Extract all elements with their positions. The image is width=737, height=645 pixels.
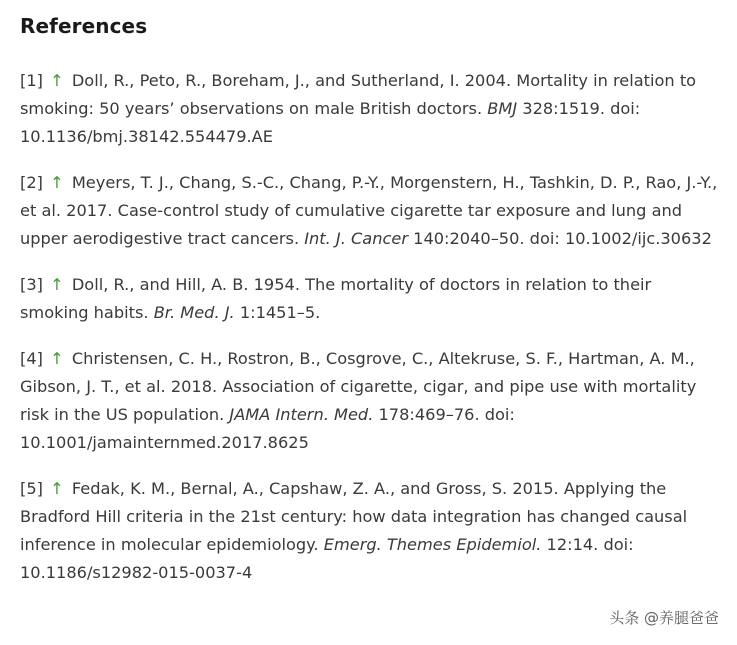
reference-journal: Br. Med. J.	[153, 303, 235, 322]
references-section	[20, 14, 720, 605]
reference-number: [3]	[20, 275, 43, 294]
back-to-citation-arrow-icon[interactable]: ↑	[50, 71, 64, 90]
references-heading: References	[20, 14, 148, 38]
reference-text: Christensen, C. H., Rostron, B., Cosgrove, C., Altekruse, S. F., Hartman, A. M., Gibson, J. T., et al. 2018. Association of cigarette, cigar, and pipe use with mortality risk in the US population.	[20, 349, 697, 424]
reference-item	[20, 271, 720, 327]
reference-text: Fedak, K. M., Bernal, A., Capshaw, Z. A., and Gross, S. 2015. Applying the Bradford Hill criteria in the 21st century: how data integration has changed causal inference in molecular epidemiology.	[20, 479, 688, 554]
reference-details: 328:1519. doi: 10.1136/bmj.38142.554479.AE	[20, 99, 641, 146]
reference-item	[20, 169, 720, 253]
back-to-citation-arrow-icon[interactable]: ↑	[50, 349, 64, 368]
reference-journal: Int. J. Cancer	[304, 229, 408, 248]
reference-journal: BMJ	[487, 99, 518, 118]
back-to-citation-arrow-icon[interactable]: ↑	[50, 479, 64, 498]
reference-item	[20, 475, 720, 587]
reference-number: [2]	[20, 173, 43, 192]
back-to-citation-arrow-icon[interactable]: ↑	[50, 275, 64, 294]
reference-number: [1]	[20, 71, 43, 90]
reference-text: Doll, R., Peto, R., Boreham, J., and Sutherland, I. 2004. Mortality in relation to smoking: 50 years’ observations on male British doctors.	[20, 71, 697, 118]
reference-text: Meyers, T. J., Chang, S.-C., Chang, P.-Y., Morgenstern, H., Tashkin, D. P., Rao, J.-Y., et al. 2017. Case-control study of cumulative cigarette tar exposure and lung and upper aerodigestive tract cancers.	[20, 173, 718, 248]
reference-details: 178:469–76. doi: 10.1001/jamainternmed.2017.8625	[20, 405, 515, 452]
reference-journal: Emerg. Themes Epidemiol.	[323, 535, 542, 554]
back-to-citation-arrow-icon[interactable]: ↑	[50, 173, 64, 192]
reference-journal: JAMA Intern. Med.	[229, 405, 374, 424]
reference-number: [5]	[20, 479, 43, 498]
reference-details: 140:2040–50. doi: 10.1002/ijc.30632	[408, 229, 712, 248]
reference-text: Doll, R., and Hill, A. B. 1954. The mortality of doctors in relation to their smoking habits.	[20, 275, 652, 322]
reference-item	[20, 345, 720, 457]
watermark: 头条 @养腿爸爸	[609, 609, 719, 627]
reference-details: 12:14. doi: 10.1186/s12982-015-0037-4	[20, 535, 634, 582]
reference-details: 1:1451–5.	[234, 303, 321, 322]
reference-item	[20, 67, 720, 151]
reference-number: [4]	[20, 349, 43, 368]
